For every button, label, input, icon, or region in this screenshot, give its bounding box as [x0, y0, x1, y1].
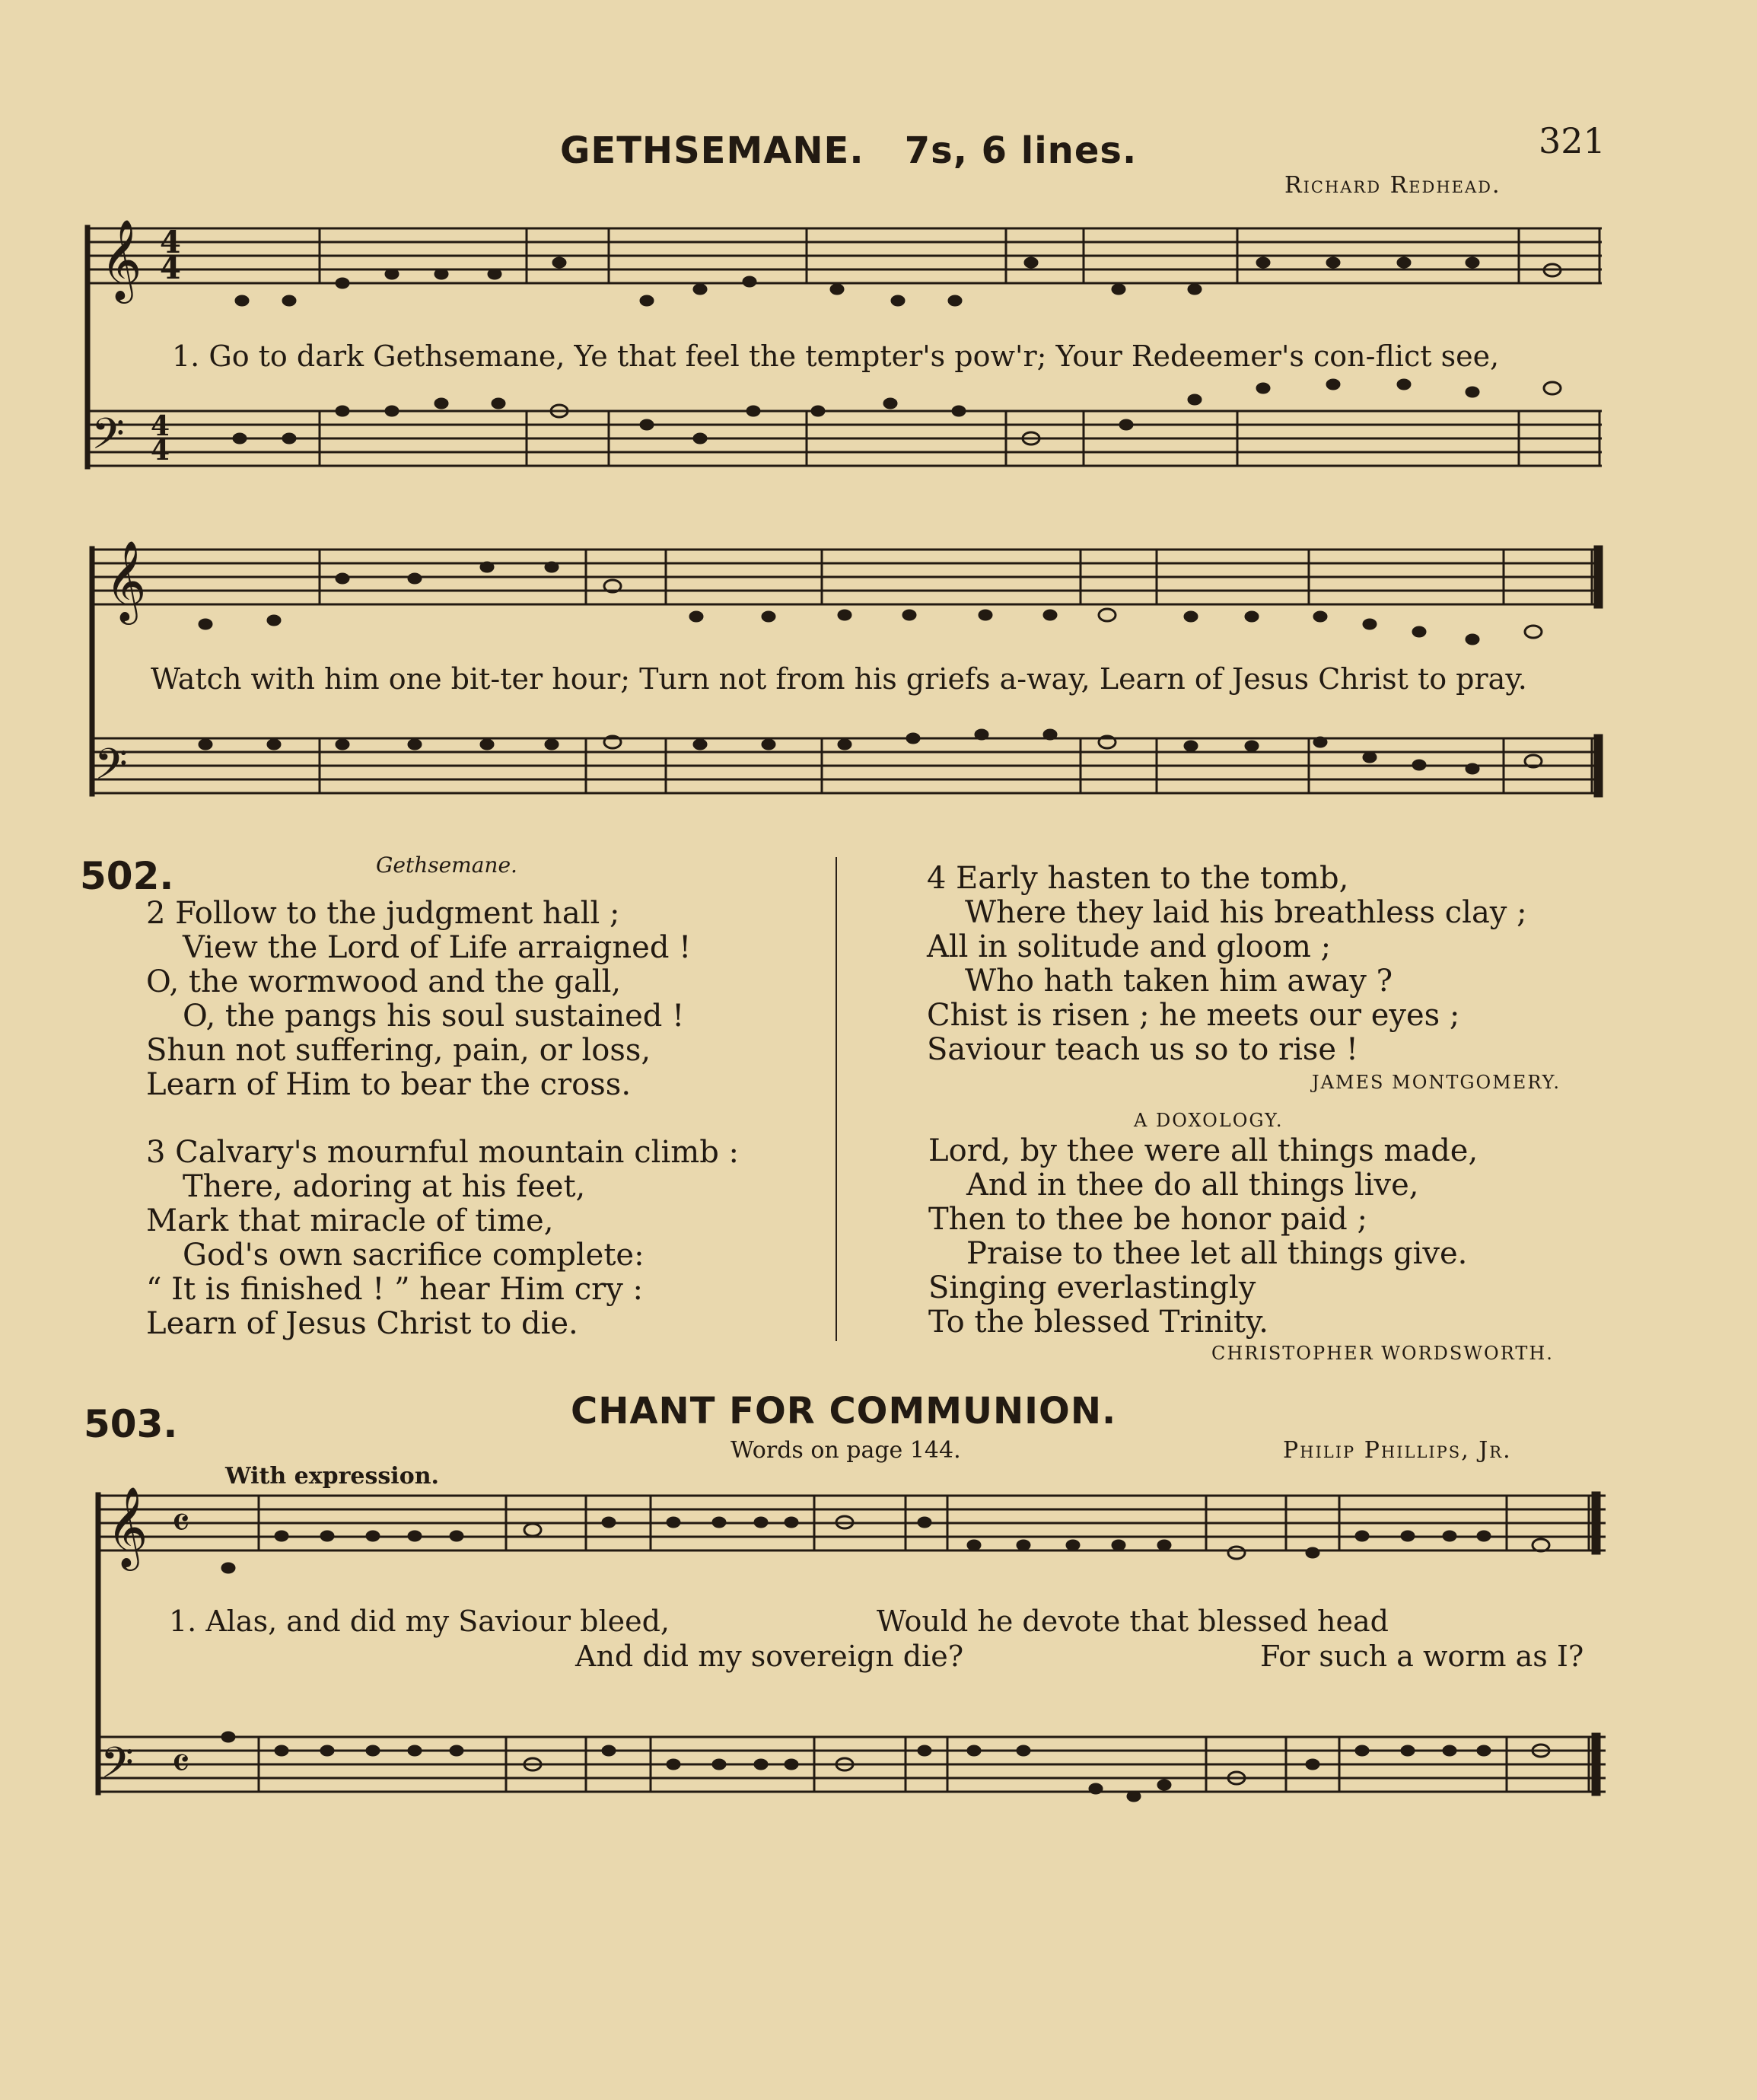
stanza-line: All in solitude and gloom ;: [927, 929, 1332, 964]
expression-marking: With expression.: [225, 1463, 439, 1490]
stanza-line: O, the pangs his soul sustained !: [183, 999, 685, 1034]
treble-clef-icon: 𝄞: [100, 218, 142, 300]
words-reference: Words on page 144.: [730, 1437, 961, 1464]
stanza-4: [927, 862, 1527, 1067]
lyric-line-1: 1. Go to dark Gethsemane, Ye that feel the tempter's pow'r; Your Redeemer's con-flict see,: [172, 339, 1500, 373]
hymn-number-502: 502.: [80, 854, 174, 898]
chant-lyric-a1: 1. Alas, and did my Saviour bleed,: [169, 1604, 670, 1638]
stanza-line: Chist is risen ; he meets our eyes ;: [927, 998, 1460, 1033]
hymn-number-503: 503.: [84, 1402, 178, 1446]
bass-staff-1: [85, 411, 1602, 466]
treble-staff-3: [97, 1496, 1606, 1550]
stanza-3: [146, 1136, 739, 1341]
doxology-line: To the blessed Trinity.: [928, 1305, 1268, 1340]
bass-clef-icon: 𝄢: [100, 1738, 134, 1799]
author-credit: JAMES MONTGOMERY.: [1312, 1072, 1561, 1093]
common-time-icon: 𝄴: [171, 1499, 191, 1548]
stanza-line: There, adoring at his feet,: [183, 1169, 586, 1204]
chant-lyric-a2: And did my sovereign die?: [575, 1640, 964, 1673]
doxology-line: Praise to thee let all things give.: [966, 1236, 1468, 1271]
page-number: 321: [1539, 120, 1606, 161]
time-signature-icon: 4: [151, 410, 170, 442]
doxology-line: And in thee do all things live,: [966, 1168, 1419, 1203]
bass-staff-3: [97, 1737, 1606, 1792]
hymn-meter: 7s, 6 lines.: [904, 129, 1138, 172]
stanza-line: Learn of Jesus Christ to die.: [146, 1306, 578, 1341]
doxology-heading: A DOXOLOGY.: [1134, 1110, 1284, 1131]
stanza-line: 2 Follow to the judgment hall ;: [146, 896, 620, 931]
stanza-line: “ It is finished ! ” hear Him cry :: [146, 1272, 644, 1307]
common-time-icon: 𝄴: [171, 1739, 191, 1789]
chant-composer: Philip Phillips, Jr.: [1283, 1437, 1512, 1464]
treble-clef-icon: 𝄞: [105, 540, 147, 621]
stanza-line: Where they laid his breathless clay ;: [965, 895, 1527, 930]
doxology-line: Then to thee be honor paid ;: [928, 1202, 1367, 1237]
stanza-line: Saviour teach us so to rise !: [927, 1032, 1358, 1067]
bass-clef-icon: 𝄢: [94, 740, 128, 800]
stanza-line: 4 Early hasten to the tomb,: [927, 861, 1349, 896]
doxology-line: Singing everlastingly: [928, 1270, 1256, 1305]
bass-clef-icon: 𝄢: [91, 409, 125, 470]
stanza-line: View the Lord of Life arraigned !: [183, 930, 692, 965]
treble-staff-1: [85, 228, 1602, 283]
treble-staff-2: [91, 550, 1602, 604]
stanza-2: [146, 897, 691, 1102]
treble-clef-icon: 𝄞: [107, 1486, 148, 1567]
system-brace-1: [85, 225, 90, 469]
stanza-line: 3 Calvary's mournful mountain climb :: [146, 1135, 739, 1170]
chant-lyric-b1: Would he devote that blessed head: [877, 1604, 1389, 1638]
stanza-line: God's own sacrifice complete:: [183, 1238, 645, 1273]
stanza-line: Shun not suffering, pain, or loss,: [146, 1033, 651, 1068]
doxology-author: CHRISTOPHER WORDSWORTH.: [1211, 1343, 1554, 1364]
column-divider: [836, 857, 837, 1341]
stanza-line: Mark that miracle of time,: [146, 1203, 554, 1238]
lyric-line-2: Watch with him one bit-ter hour; Turn not from his griefs a-way, Learn of Jesus Christ to pray.: [151, 662, 1527, 696]
noteheads-treble-1: [235, 257, 1561, 306]
tune-name: Gethsemane.: [376, 852, 517, 878]
doxology: [928, 1134, 1478, 1340]
doxology-line: Lord, by thee were all things made,: [928, 1133, 1478, 1168]
stanza-line: O, the wormwood and the gall,: [146, 964, 622, 999]
chant-title: CHANT FOR COMMUNION.: [571, 1390, 1117, 1432]
stanza-line: Who hath taken him away ?: [965, 964, 1393, 999]
chant-lyric-b2: For such a worm as I?: [1260, 1640, 1584, 1673]
time-signature-icon: 4: [160, 225, 181, 260]
noteheads-treble-3: [221, 1516, 1549, 1573]
time-signature-icon: 4: [160, 250, 181, 286]
composer-credit: Richard Redhead.: [1284, 172, 1501, 199]
hymn-title-text: GETHSEMANE.: [560, 129, 864, 172]
time-signature-icon: 4: [151, 435, 170, 467]
stanza-line: Learn of Him to bear the cross.: [146, 1067, 632, 1102]
